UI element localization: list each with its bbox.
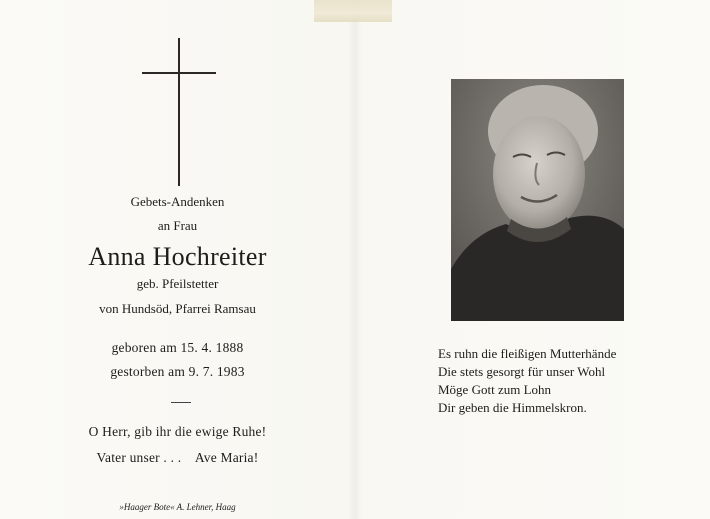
poem-line: Es ruhn die fleißigen Mutterhände — [438, 346, 617, 361]
prayer-line: O Herr, gib ihr die ewige Ruhe! — [88, 424, 267, 439]
poem-line: Dir geben die Himmelskron. — [438, 400, 587, 415]
portrait-image — [451, 79, 624, 321]
heading: Gebets-Andenken — [130, 194, 225, 209]
cross-icon-bar — [142, 72, 216, 74]
birth-date: geboren am 15. 4. 1888 — [111, 340, 244, 355]
portrait-photo — [451, 79, 624, 321]
cross-icon — [178, 38, 180, 186]
poem — [438, 345, 616, 417]
death-date: gestorben am 9. 7. 1983 — [110, 364, 245, 379]
closing-line: Vater unser . . . Ave Maria! — [96, 450, 259, 465]
subheading: an Frau — [157, 218, 198, 233]
divider — [171, 402, 191, 403]
right-panel — [355, 0, 710, 519]
poem-line: Die stets gesorgt für unser Wohl — [438, 364, 606, 379]
maiden-name: geb. Pfeilstetter — [136, 276, 219, 291]
deceased-name: Anna Hochreiter — [88, 242, 267, 271]
printer-imprint: »Haager Bote« A. Lehner, Haag — [119, 502, 236, 512]
poem-line: Möge Gott zum Lohn — [438, 382, 552, 397]
origin-line: von Hundsöd, Pfarrei Ramsau — [99, 301, 256, 316]
